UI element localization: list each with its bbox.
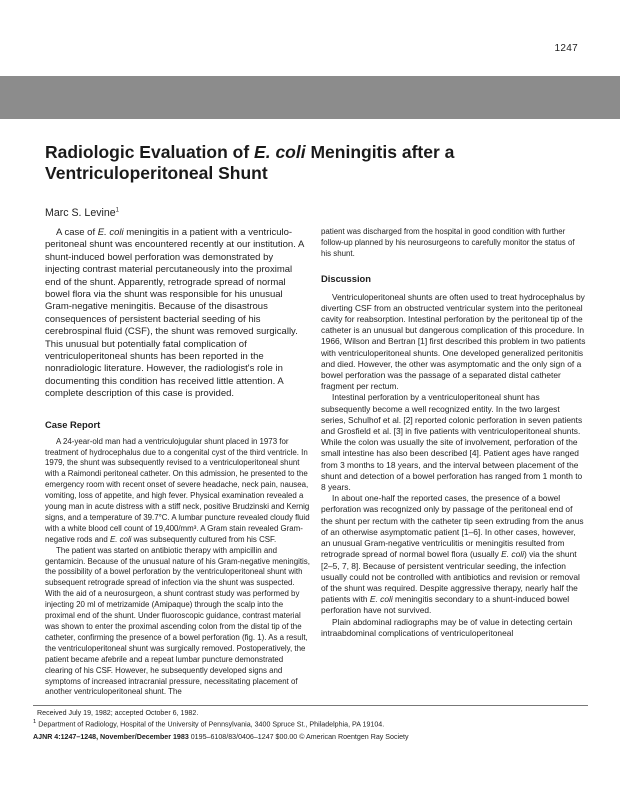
title-italic: E. coli xyxy=(254,142,306,162)
discussion-italic-1: E. coli xyxy=(501,549,524,560)
page-number: 1247 xyxy=(554,43,578,54)
abstract xyxy=(45,227,310,401)
case-text-b: was subsequently cultured from his CSF. xyxy=(131,534,277,544)
citation-journal: AJNR 4:1247–1248, November/December 1983 xyxy=(33,733,189,741)
discussion-text-c: meningitis secondary to a shunt-induced bowel perforation have not survived. xyxy=(321,594,570,616)
abstract-paragraph xyxy=(45,227,310,401)
author-footnote-mark: 1 xyxy=(115,207,119,214)
affiliation-text: Department of Radiology, Hospital of the University of Pennsylvania, 3400 Spruce St., Philadelphia, PA 19104. xyxy=(36,720,385,729)
discussion-paragraph-4: Plain abdominal radiographs may be of value in detecting certain intraabdominal complications of ventriculoperitoneal xyxy=(321,616,573,638)
case-report-heading: Case Report xyxy=(45,418,101,430)
affiliation-footnote xyxy=(33,718,588,730)
abstract-text-b: meningitis in a patient with a ventriculo-peritoneal shunt was encountered recently at our institution. A shunt-induced bowel perforation was demonstrated by injecting contrast material percutaneously into the proximal end of the shunt. Apparently, retrograde spread of normal bowel flora via the shunt was responsible for his unusual Gram-negative meningitis. Because of the disastrous consequences of persistent bacterial seeding of his cerebrospinal fluid (CSF), the shunt was removed surgically. This unusual but potentially fatal complication of ventriculoperitoneal shunts has been reported in the nonradiologic literature. However, the radiologist's role in documenting this condition has received little attention. A complete description of this case is provided. xyxy=(45,227,304,400)
abstract-italic: E. coli xyxy=(97,227,124,238)
affiliation-mark: 1 xyxy=(33,719,37,726)
right-column xyxy=(321,227,586,639)
footnote-rule xyxy=(33,705,588,706)
footnotes xyxy=(33,709,588,730)
case-italic: E. coli xyxy=(109,534,132,544)
received-dates: Received July 19, 1982; accepted October 6, 1982. xyxy=(37,709,199,717)
author-line xyxy=(45,207,119,219)
article-title xyxy=(45,142,585,184)
discussion-italic-2: E. coli xyxy=(369,594,393,605)
case-report-paragraph-2-continued: patient was discharged from the hospital in good condition with further follow-up planned by his neurosurgeons to carefully monitor the status of his shunt. xyxy=(321,227,575,258)
case-report-paragraph-1 xyxy=(45,437,310,546)
journal-citation xyxy=(33,733,409,742)
case-report-paragraph-2: The patient was started on antibiotic therapy with ampicillin and gentamicin. Because of the unusual nature of his Gram-negative meningitis, the possibility of a bowel perforation by the ventriculoperitoneal shunt with subsequent retrograde spread of infection via the shunt was suspected. With the aid of a neurosurgeon, a shunt contrast study was performed by injecting 20 ml of metrizamide (Amipaque) through the scalp into the proximal end of the shunt. Under fluoroscopic guidance, contrast material was shown to enter the proximal ascending colon from the distal tip of the catheter, confirming the presence of a bowel perforation (fig. 1). As a result, the ventriculoperitoneal shunt was surgically removed. Postoperatively, the patient became afebrile and a repeat lumbar puncture demonstrated clearing of his CSF. However, he subsequently developed signs and symptoms of increased intracranial pressure, necessitating placement of another ventriculoperitoneal shunt. The xyxy=(45,545,310,697)
case-text-a: A 24-year-old man had a ventriculojugular shunt placed in 1973 for treatment of hydrocephalus due to a congenital cyst of the third ventricle. In 1979, the shunt was subsequently revised to a ventriculoperitoneal shunt with a Raimondi peritoneal catheter. On this admission, he presented to the emergency room with recent onset of severe headache, neck pain, nausea, vomiting, loss of appetite, and high fever. Physical examination revealed a young man in acute distress with a stiff neck, positive Brudzinski and Kernig signs, and a temperature of 39.7°C. A lumbar puncture revealed cloudy fluid with a white blood cell count of 19,400/mm³. A Gram stain revealed Gram-negative rods and xyxy=(45,436,310,544)
abstract-text-a: A case of xyxy=(56,227,98,238)
header-band xyxy=(0,76,620,119)
discussion-heading: Discussion xyxy=(321,272,372,284)
discussion-paragraph-1: Ventriculoperitoneal shunts are often used to treat hydrocephalus by diverting CSF from an obstructed ventricular system into the peritoneal cavity for reabsorption. Intestinal perforation by the peritoneal tip of the catheter is an unusual but dangerous complication of this procedure. In 1966, Wilson and Bertran [1] first described this problem in two patients with ventriculoperitoneal shunts. One developed generalized peritonitis and died. However, the other was asymptomatic and the only sign of a bowel perforation was the passage of a separated distal catheter fragment per rectum. xyxy=(321,291,586,392)
left-column xyxy=(45,227,310,698)
title-part-1: Radiologic Evaluation of xyxy=(45,142,255,162)
author-name: Marc S. Levine xyxy=(45,207,116,219)
discussion-text-a: In about one-half the reported cases, the presence of a bowel perforation was recognized only by passage of the peritoneal end of the shunt per rectum with the catheter tip seen extruding from the anus of an otherwise asymptomatic patient [1–6]. In other cases, however, an unusual Gram-negative ventriculitis or meningitis resulted from retrograde spread of normal bowel flora (usually xyxy=(321,493,584,560)
title-part-2: Meningitis after a Ventriculoperitoneal Shunt xyxy=(45,142,455,183)
citation-rest: 0195–6108/83/0406–1247 $00.00 © American Roentgen Ray Society xyxy=(188,733,409,741)
discussion-paragraph-3 xyxy=(321,493,586,616)
discussion-body xyxy=(321,292,586,639)
discussion-paragraph-2: Intestinal perforation by a ventriculoperitoneal shunt has subsequently become a well recognized entity. In the two largest series, Schulhof et al. [2] reported colonic perforation in seven patients and Grosfield et al. [3] in five patients with ventriculoperitoneal shunts. While the colon was usually the site of involvement, perforation of the small intestine has also been described [4]. Patient ages have ranged from 3 months to 18 years, and the interval between placement of the shunt and detection of a bowel perforation has ranged from 1 month to 8 years. xyxy=(321,392,583,493)
discussion-text-b: ) via the shunt [2–5, 7, 8]. Because of persistent ventricular seeding, the infection usually could not be controlled with antibiotics and revision or removal of the shunt was required. Despite aggressive therapy, nearly half the patients with xyxy=(321,549,580,605)
